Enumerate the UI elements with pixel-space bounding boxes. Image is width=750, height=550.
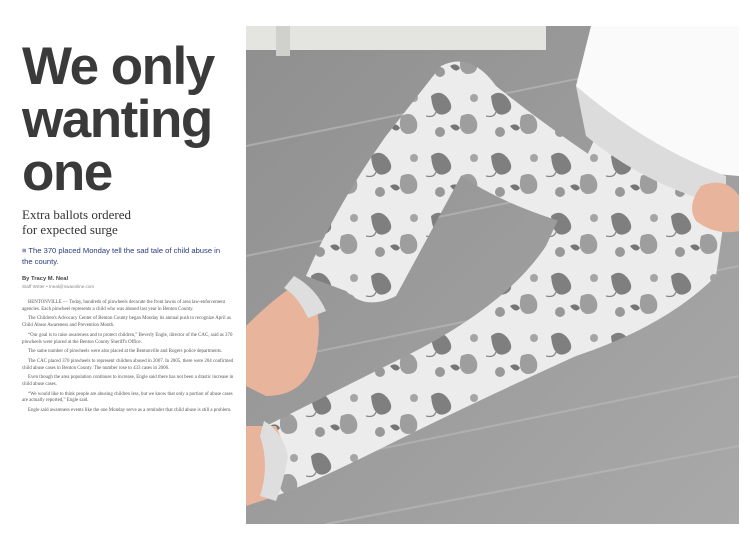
photo-illustration <box>246 26 739 524</box>
article-body <box>22 300 238 415</box>
body-paragraph: The same number of pinwheels were also placed at the Bentonville and Rogers police departments. <box>28 349 223 355</box>
newspaper-clipping <box>22 40 238 520</box>
body-paragraph: Even though the area population continues to increase, Engle said there has not been a drastic increase in child abuse cases. <box>22 375 234 388</box>
body-paragraph: The Children's Advocacy Center of Benton County began Monday its annual push to recognize April as Child Abuse Awareness and Prevention Month. <box>22 316 231 329</box>
body-paragraph: The CAC placed 370 pinwheels to represent children abused in 2007. In 2005, there were 204 confirmed child abuse cases in Benton County. The number rose to 433 cases in 2006. <box>22 358 234 371</box>
body-paragraph: BENTONVILLE — Today, hundreds of pinwheels decorate the front lawns of area law-enforcement agencies. Each pinwheel represents a child who was abused last year in Benton County. <box>22 300 226 312</box>
headline-line-2: wanting <box>22 90 212 149</box>
headline-line-1: We only <box>22 40 214 96</box>
headline-line-3: one <box>22 143 112 202</box>
body-paragraph: “We would like to think people are abusing children less, but we know that only a portion of abuse cases are actually reported,” Engle said. <box>22 391 233 404</box>
wall-baseboard <box>246 26 546 50</box>
subheadline <box>22 207 238 237</box>
deck-line-2: the county. <box>22 257 59 266</box>
subheadline-line-1: Extra ballots ordered <box>22 207 132 222</box>
product-photo <box>246 26 739 524</box>
door-frame <box>276 26 290 56</box>
deck-line-1: ≡ The 370 placed Monday tell the sad tale of child abuse in <box>22 246 221 255</box>
subheadline-line-2: for expected surge <box>22 222 118 237</box>
deck-summary <box>22 245 238 267</box>
byline-role: Staff Writer • tneal@nwaonline.com <box>22 284 95 289</box>
body-paragraph: Engle said awareness events like the one Monday serve as a reminder that child abuse is still a problem. <box>28 408 232 414</box>
body-paragraph: “Our goal is to raise awareness and to protect children,” Beverly Engle, director of the CAC, said as 370 pinwheels were placed at the Benton County Sheriff's Office. <box>22 332 233 345</box>
byline: By Tracy M. Neal <box>22 276 69 282</box>
headline <box>22 40 238 202</box>
